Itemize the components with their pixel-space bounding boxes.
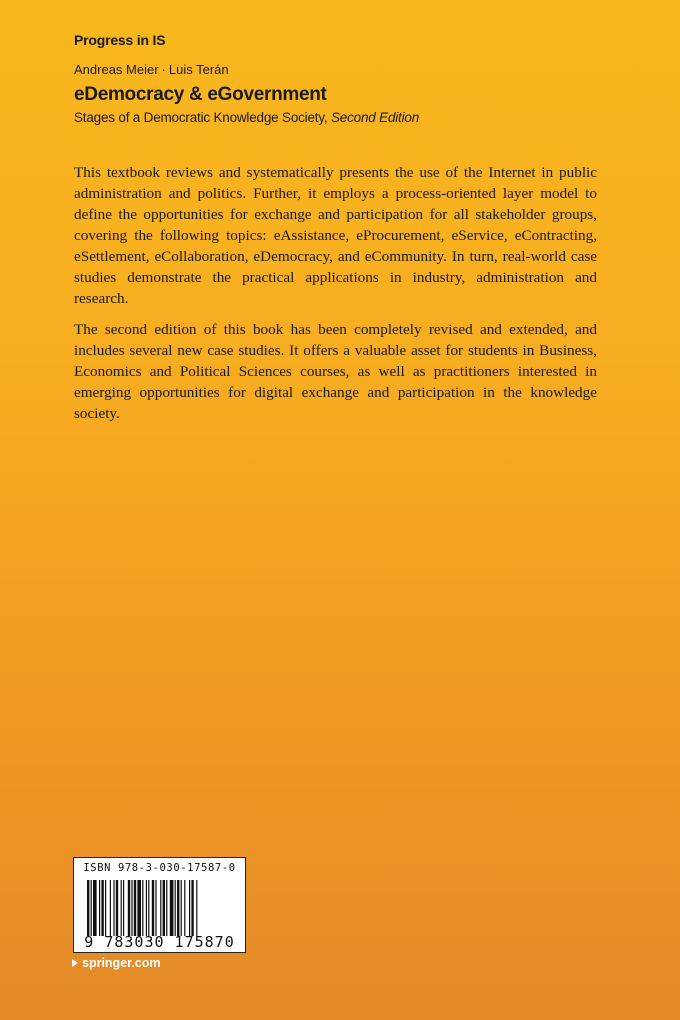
- description-paragraph-1: This textbook reviews and systematically presents the use of the Internet in public administration and politics. Further, it employs a process-oriented layer model to define the opportunities for exchange and participation for all stakeholder groups, covering the following topics: eAssistance, eProcurement, eService, eContracting, eSettlement, eCollaboration, eDemocracy, and eCommunity. In turn, real-world case studies demonstrate the practical applications in industry, administration and research.: [74, 164, 597, 307]
- author-separator: ·: [161, 62, 166, 77]
- book-subtitle: [74, 110, 419, 125]
- authors: [74, 62, 229, 77]
- book-description: [74, 162, 597, 434]
- subtitle-text: Stages of a Democratic Knowledge Society,: [74, 110, 328, 125]
- barcode-icon: [87, 880, 237, 936]
- author-2: Luis Terán: [168, 62, 229, 77]
- author-1: Andreas Meier: [74, 62, 159, 77]
- publisher-website[interactable]: [72, 956, 161, 970]
- ean-digits: 9 783030 175870: [84, 933, 235, 951]
- isbn-label: ISBN 978-3-030-17587-0: [83, 862, 236, 874]
- description-paragraph-2: The second edition of this book has been completely revised and extended, and includes several new case studies. It offers a valuable asset for students in Business, Economics and Political Sciences courses, as well as practitioners interested in emerging opportunities for digital exchange and participation in the knowledge society.: [74, 321, 597, 422]
- series-name: Progress in IS: [74, 32, 166, 48]
- website-label: springer.com: [82, 956, 161, 970]
- book-title: eDemocracy & eGovernment: [74, 84, 327, 105]
- isbn-barcode: [73, 857, 246, 953]
- edition-label: Second Edition: [331, 110, 420, 125]
- arrow-icon: [72, 959, 78, 967]
